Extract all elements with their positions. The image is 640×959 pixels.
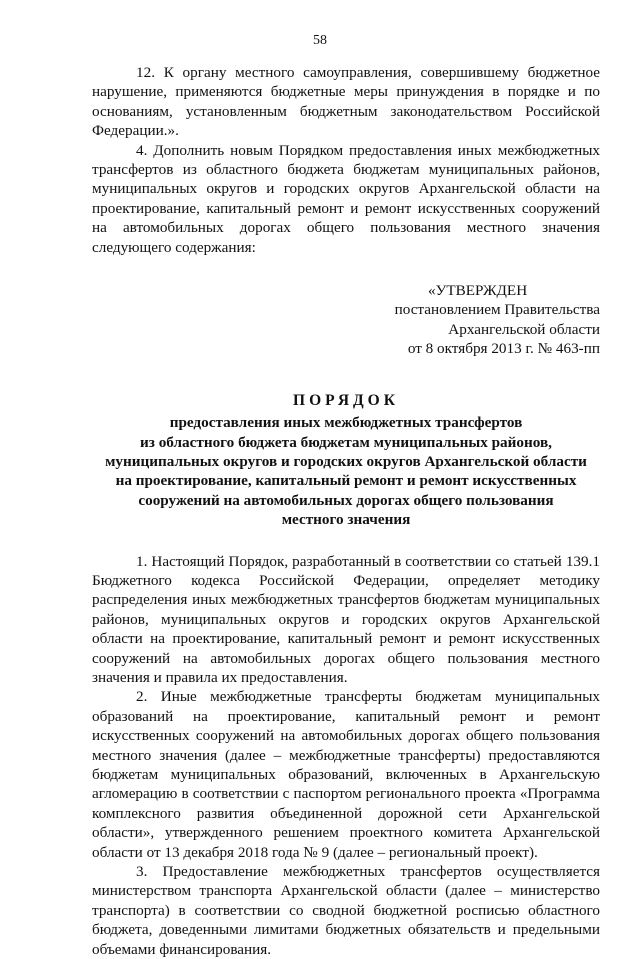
approval-line-region: Архангельской области <box>448 320 600 338</box>
document-subtitle <box>92 413 600 529</box>
body-paragraph-2: 2. Иные межбюджетные трансферты бюджетам муниципальных образований на проектирование, капитальный ремонт и ремонт искусственных сооружений на автомобильных дорогах общего пользования местного значения (далее – межбюджетные трансферты) предоставляются бюджетам муниципальных образований, включенных в Архангельскую агломерацию в соответствии с паспортом регионального проекта «Программа комплексного развития объединенной дорожной сети Архангельской области», утвержденного решением проектного комитета Архангельской области от 13 декабря 2018 года № 9 (далее – региональный проект). <box>92 688 600 861</box>
body-paragraph-3: 3. Предоставление межбюджетных трансфертов осуществляется министерством транспорта Архангельской области (далее – министерство транспорта) в соответствии со сводной бюджетной росписью областного бюджета, доведенными лимитами бюджетных обязательств и предельными объемами финансирования. <box>92 863 600 958</box>
subtitle-line: местного значения <box>281 511 411 529</box>
document-title: ПОРЯДОК <box>293 391 399 409</box>
approval-line-date: от 8 октября 2013 г. № 463-пп <box>407 340 600 358</box>
subtitle-line: на проектирование, капитальный ремонт и ремонт искусственных <box>115 472 577 490</box>
section-gap <box>92 530 600 552</box>
body-paragraph-1: 1. Настоящий Порядок, разработанный в соответствии со статьей 139.1 Бюджетного кодекса Российской Федерации, определяет методику распределения иных межбюджетных трансфертов бюджетам муниципальных районов, муниципальных округов и городских округов Архангельской области на проектирование, капитальный ремонт и ремонт искусственных сооружений на автомобильных дорогах общего пользования местного значения и правила их предоставления. <box>92 552 600 686</box>
approval-line-decree: постановлением Правительства <box>394 301 600 319</box>
approval-line-approved: «УТВЕРЖДЕН <box>428 282 528 300</box>
subtitle-line: из областного бюджета бюджетам муниципальных районов, <box>140 433 552 451</box>
subtitle-line: предоставления иных межбюджетных трансфертов <box>169 414 523 432</box>
intro-paragraph-12: 12. К органу местного самоуправления, совершившему бюджетное нарушение, применяются бюджетные меры принуждения в порядке и по основаниям, установленным бюджетным законодательством Российской Федерации.». <box>92 64 600 140</box>
subtitle-line: муниципальных округов и городских округов Архангельской области <box>105 452 587 470</box>
document-content <box>92 63 600 959</box>
approval-stamp <box>92 281 600 359</box>
intro-paragraph-4: 4. Дополнить новым Порядком предоставления иных межбюджетных трансфертов из областного бюджета бюджетам муниципальных районов, муниципальных округов и городских округов Архангельской области на проектирование, капитальный ремонт и ремонт искусственных сооружений на автомобильных дорогах общего пользования местного значения следующего содержания: <box>92 141 600 256</box>
page-number: 58 <box>313 33 327 48</box>
subtitle-line: сооружений на автомобильных дорогах общего пользования <box>138 491 554 509</box>
